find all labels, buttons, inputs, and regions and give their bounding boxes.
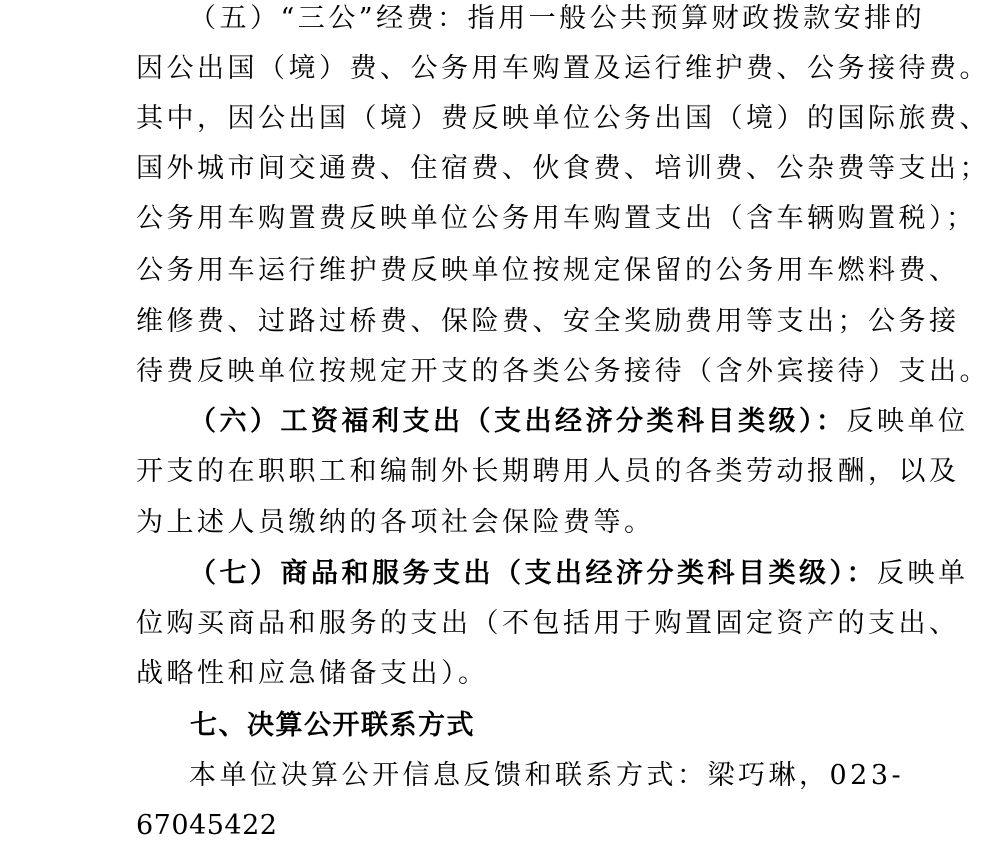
paragraph-wages-line-1	[189, 405, 1000, 439]
paragraph-three-public-line-1: （五）“三公”经费：指用一般公共预算财政拨款安排的	[189, 3, 926, 34]
paragraph-wages-title: （六）工资福利支出（支出经济分类科目类级）：	[189, 406, 847, 437]
paragraph-three-public-line-3: 其中，因公出国（境）费反映单位公务出国（境）的国际旅费、	[136, 103, 990, 134]
paragraph-three-public-line-2: 因公出国（境）费、公务用车购置及运行维护费、公务接待费。	[136, 53, 990, 84]
paragraph-three-public-line-8: 待费反映单位按规定开支的各类公务接待（含外宾接待）支出。	[136, 356, 990, 387]
paragraph-three-public-line-7: 维修费、过路过桥费、保险费、安全奖励费用等支出；公务接	[136, 306, 960, 337]
paragraph-three-public-line-6: 公务用车运行维护费反映单位按规定保留的公务用车燃料费、	[136, 255, 960, 286]
contact-line-1: 本单位决算公开信息反馈和联系方式：梁巧琳，023-	[189, 760, 905, 791]
section-heading-contact: 七、决算公开联系方式	[190, 710, 475, 741]
paragraph-wages-line-2: 开支的在职职工和编制外长期聘用人员的各类劳动报酬，以及	[136, 456, 960, 487]
paragraph-goods-services-first-rest: 反映单	[877, 558, 969, 589]
paragraph-goods-services-line-3: 战略性和应急储备支出）。	[136, 658, 489, 689]
paragraph-goods-services-line-1	[189, 557, 1000, 591]
contact-line-2: 67045422	[136, 810, 278, 841]
paragraph-goods-services-title: （七）商品和服务支出（支出经济分类科目类级）：	[189, 558, 877, 589]
paragraph-three-public-line-5: 公务用车购置费反映单位公务用车购置支出（含车辆购置税）；	[136, 203, 977, 234]
paragraph-three-public-line-4: 国外城市间交通费、住宿费、伙食费、培训费、公杂费等支出；	[136, 153, 990, 184]
paragraph-goods-services-line-2: 位购买商品和服务的支出（不包括用于购置固定资产的支出、	[136, 608, 960, 639]
paragraph-wages-first-rest: 反映单位	[846, 406, 969, 437]
paragraph-wages-line-3: 为上述人员缴纳的各项社会保险费等。	[136, 507, 655, 538]
